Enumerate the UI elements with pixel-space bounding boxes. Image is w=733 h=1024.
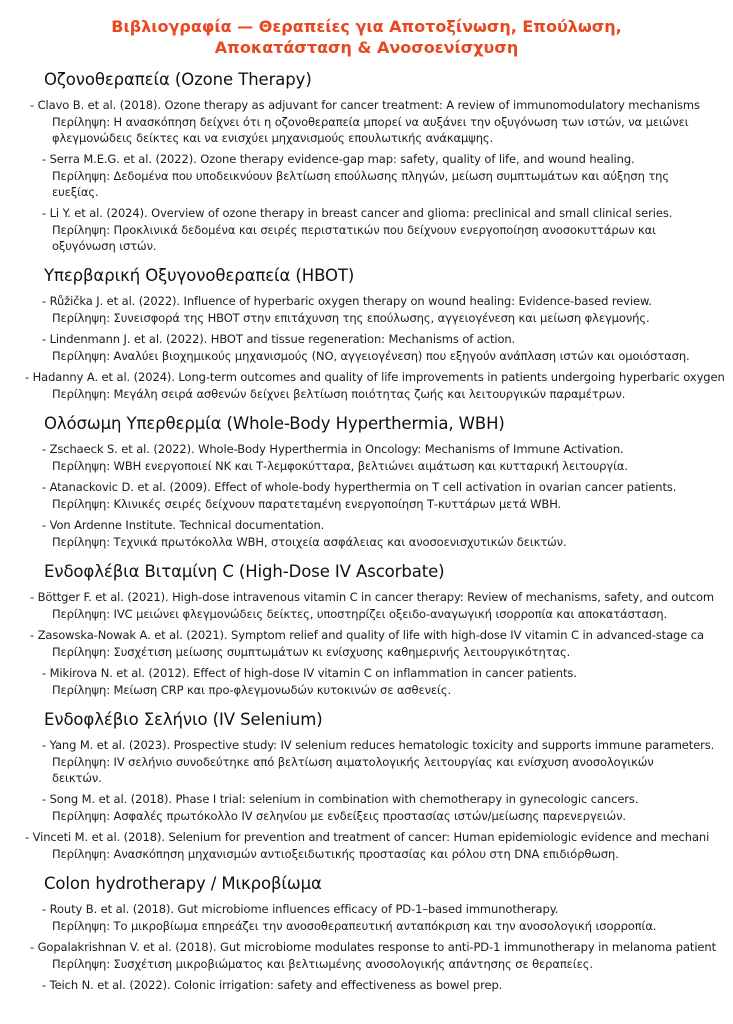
reference-citation: - Böttger F. et al. (2021). High-dose intravenous vitamin C in cancer therapy: Review of mechanisms, safety, and outcom xyxy=(30,590,715,604)
reference-entry xyxy=(0,206,733,254)
reference-citation: - Atanackovic D. et al. (2009). Effect of whole-body hyperthermia on T cell activation in ovarian cancer patients. xyxy=(42,480,677,494)
reference-entry xyxy=(0,902,733,934)
reference-entry xyxy=(0,98,733,146)
page-title-line2: Αποκατάσταση & Ανοσοενίσχυση xyxy=(214,38,519,57)
sections-container xyxy=(0,70,733,993)
reference-entry xyxy=(0,442,733,474)
bibliography-section xyxy=(0,874,733,993)
section-heading: Ενδοφλέβιο Σελήνιο (IV Selenium) xyxy=(44,710,323,729)
reference-summary: Περίληψη: Τεχνικά πρωτόκολλα WBH, στοιχεία ασφάλειας και ανοσοενισχυτικών δεικτών. xyxy=(52,535,567,549)
reference-entry xyxy=(0,738,733,786)
reference-citation: - Serra M.E.G. et al. (2022). Ozone therapy evidence-gap map: safety, quality of life, and wound healing. xyxy=(42,152,635,166)
reference-entry xyxy=(0,332,733,364)
reference-summary: Περίληψη: IV σελήνιο συνοδεύτηκε από βελτίωση αιματολογικής λειτουργίας και ενίσχυση ανοσολογικών δεικτών. xyxy=(52,755,654,785)
section-heading: Colon hydrotherapy / Μικροβίωμα xyxy=(44,874,322,893)
reference-summary: Περίληψη: Προκλινικά δεδομένα και σειρές περιστατικών που δείχνουν ενεργοποίηση ανοσοκυττάρων και οξυγόνωση ιστών. xyxy=(52,223,656,253)
reference-summary: Περίληψη: Κλινικές σειρές δείχνουν παρατεταμένη ενεργοποίηση Τ-κυττάρων μετά WBH. xyxy=(52,497,562,511)
section-heading: Υπερβαρική Οξυγονοθεραπεία (HBOT) xyxy=(44,266,355,285)
bibliography-section xyxy=(0,562,733,698)
reference-citation: - Hadanny A. et al. (2024). Long-term outcomes and quality of life improvements in patients undergoing hyperbaric oxygen xyxy=(25,370,725,384)
reference-citation: - Růžička J. et al. (2022). Influence of hyperbaric oxygen therapy on wound healing: Evidence-based review. xyxy=(42,294,652,308)
reference-entry xyxy=(0,830,733,862)
reference-summary: Περίληψη: Μεγάλη σειρά ασθενών δείχνει βελτίωση ποιότητας ζωής και λειτουργικών παραμέτρων. xyxy=(52,387,626,401)
reference-summary: Περίληψη: Ασφαλές πρωτόκολλο IV σεληνίου με ενδείξεις προστασίας ιστών/μείωσης παρενεργειών. xyxy=(52,809,626,823)
reference-entry xyxy=(0,792,733,824)
reference-citation: - Vinceti M. et al. (2018). Selenium for prevention and treatment of cancer: Human epidemiologic evidence and mechani xyxy=(25,830,710,844)
reference-entry xyxy=(0,978,733,993)
page-title xyxy=(30,16,703,58)
page-title-line1: Βιβλιογραφία — Θεραπείες για Αποτοξίνωση, Επούλωση, xyxy=(111,17,622,36)
reference-summary: Περίληψη: Συνεισφορά της HBOT στην επιτάχυνση της επούλωσης, αγγειογένεση και μείωση φλεγμονής. xyxy=(52,311,650,325)
reference-entry xyxy=(0,480,733,512)
reference-summary: Περίληψη: Συσχέτιση μικροβιώματος και βελτιωμένης ανοσολογικής απάντησης σε θεραπείες. xyxy=(52,957,593,971)
reference-summary: Περίληψη: IVC μειώνει φλεγμονώδεις δείκτες, υποστηρίζει οξειδο-αναγωγική ισορροπία και αποκατάσταση. xyxy=(52,607,668,621)
reference-entry xyxy=(0,518,733,550)
reference-entry xyxy=(0,152,733,200)
reference-summary: Περίληψη: Δεδομένα που υποδεικνύουν βελτίωση επούλωσης πληγών, μείωση συμπτωμάτων και αύξηση της ευεξίας. xyxy=(52,169,670,199)
reference-summary: Περίληψη: Η ανασκόπηση δείχνει ότι η οζονοθεραπεία μπορεί να αυξάνει την οξυγόνωση των ιστών, να μειώνει φλεγμονώδεις δείκτες και να ενισχύει μηχανισμούς επουλωτικής ανάκαμψης. xyxy=(52,115,689,145)
bibliography-section xyxy=(0,266,733,402)
reference-entry xyxy=(0,370,733,402)
reference-citation: - Von Ardenne Institute. Technical documentation. xyxy=(42,518,325,532)
reference-summary: Περίληψη: Αναλύει βιοχημικούς μηχανισμούς (NO, αγγειογένεση) που εξηγούν ανάπλαση ιστών και ομοιόσταση. xyxy=(52,349,690,363)
reference-citation: - Li Y. et al. (2024). Overview of ozone therapy in breast cancer and glioma: preclinical and small clinical series. xyxy=(42,206,673,220)
section-heading: Οζονοθεραπεία (Ozone Therapy) xyxy=(44,70,312,89)
section-heading: Ολόσωμη Υπερθερμία (Whole-Body Hyperthermia, WBH) xyxy=(44,414,505,433)
reference-citation: - Routy B. et al. (2018). Gut microbiome influences efficacy of PD-1–based immunotherapy. xyxy=(42,902,559,916)
reference-summary: Περίληψη: Μείωση CRP και προ-φλεγμονωδών κυτοκινών σε ασθενείς. xyxy=(52,683,452,697)
reference-citation: - Yang M. et al. (2023). Prospective study: IV selenium reduces hematologic toxicity and supports immune parameters. xyxy=(42,738,715,752)
reference-entry xyxy=(0,940,733,972)
reference-summary: Περίληψη: Το μικροβίωμα επηρεάζει την ανοσοθεραπευτική ανταπόκριση και την ανοσολογική ισορροπία. xyxy=(52,919,657,933)
reference-entry xyxy=(0,666,733,698)
reference-citation: - Song M. et al. (2018). Phase I trial: selenium in combination with chemotherapy in gynecologic cancers. xyxy=(42,792,639,806)
section-heading: Ενδοφλέβια Βιταμίνη C (High-Dose IV Ascorbate) xyxy=(44,562,445,581)
bibliography-section xyxy=(0,70,733,254)
reference-citation: - Mikirova N. et al. (2012). Effect of high-dose IV vitamin C on inflammation in cancer patients. xyxy=(42,666,577,680)
reference-citation: - Zschaeck S. et al. (2022). Whole-Body Hyperthermia in Oncology: Mechanisms of Immune Activation. xyxy=(42,442,624,456)
bibliography-section xyxy=(0,710,733,862)
reference-entry xyxy=(0,294,733,326)
reference-summary: Περίληψη: Ανασκόπηση μηχανισμών αντιοξειδωτικής προστασίας και ρόλου στη DNA επιδιόρθωση. xyxy=(52,847,619,861)
reference-summary: Περίληψη: Συσχέτιση μείωσης συμπτωμάτων κι ενίσχυσης καθημερινής λειτουργικότητας. xyxy=(52,645,571,659)
reference-citation: - Lindenmann J. et al. (2022). HBOT and tissue regeneration: Mechanisms of action. xyxy=(42,332,516,346)
reference-citation: - Teich N. et al. (2022). Colonic irrigation: safety and effectiveness as bowel prep. xyxy=(42,978,503,992)
reference-entry xyxy=(0,590,733,622)
bibliography-section xyxy=(0,414,733,550)
reference-citation: - Gopalakrishnan V. et al. (2018). Gut microbiome modulates response to anti-PD-1 immunotherapy in melanoma patient xyxy=(30,940,717,954)
reference-entry xyxy=(0,628,733,660)
reference-citation: - Zasowska-Nowak A. et al. (2021). Symptom relief and quality of life with high-dose IV vitamin C in advanced-stage ca xyxy=(30,628,704,642)
reference-citation: - Clavo B. et al. (2018). Ozone therapy as adjuvant for cancer treatment: A review of immunomodulatory mechanisms xyxy=(30,98,700,112)
reference-summary: Περίληψη: WBH ενεργοποιεί NK και Τ-λεμφοκύτταρα, βελτιώνει αιμάτωση και κυτταρική λειτουργία. xyxy=(52,459,628,473)
